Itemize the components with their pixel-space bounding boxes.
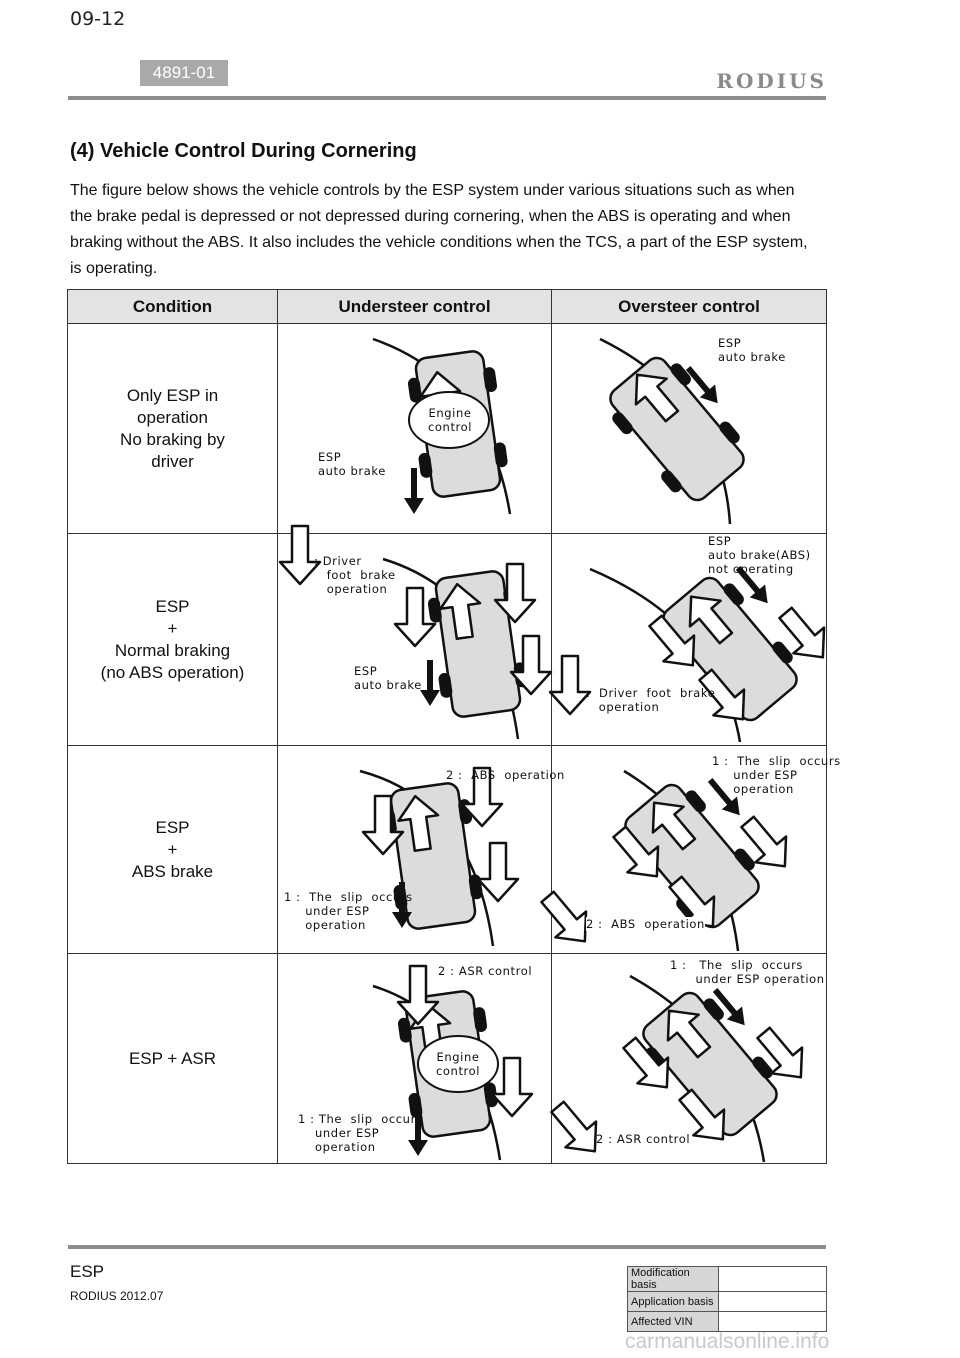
basis-row [628, 1292, 827, 1312]
oversteer-figure [552, 534, 827, 746]
brand-logo: RODIUS [716, 69, 827, 93]
header-oversteer: Oversteer control [552, 290, 827, 324]
esp-auto-brake-abs-label: ESP auto brake(ABS) not operating [708, 534, 811, 576]
basis-row [628, 1267, 827, 1292]
understeer-diagram [278, 324, 552, 533]
table-row [68, 746, 827, 954]
understeer-figure [278, 746, 565, 954]
engine-control-label: Engine control [436, 1050, 481, 1078]
footer-model: RODIUS 2012.07 [70, 1289, 164, 1303]
table-row [68, 954, 827, 1164]
basis-value [719, 1312, 827, 1332]
condition-cell: ESP + ASR [68, 954, 278, 1164]
footer-section-name: ESP [70, 1262, 105, 1281]
asr-control-label: 2 : ASR control [438, 964, 533, 978]
section-title: (4) Vehicle Control During Cornering [70, 140, 417, 162]
oversteer-figure [552, 324, 827, 534]
watermark: carmanualsonline.info [625, 1330, 830, 1353]
abs-operation-label: 2 : ABS operation [446, 768, 565, 782]
condition-cell: ESP + ABS brake [68, 746, 278, 954]
header-condition: Condition [68, 290, 278, 324]
page-number: 09-12 [70, 8, 126, 30]
revision-basis-table [627, 1266, 827, 1332]
header-divider [68, 96, 826, 100]
table-row [68, 534, 827, 746]
basis-key: Affected VIN [628, 1312, 719, 1332]
intro-paragraph: The figure below shows the vehicle controls by the ESP system under various situations such as when the brake pedal is depressed or not depressed during cornering, when the ABS is operating and when braking without the ABS. It also includes the vehicle conditions when the TCS, a part of the ESP system, is operating. [70, 182, 808, 277]
engine-control-label: Engine control [428, 406, 473, 434]
oversteer-figure [552, 746, 841, 954]
basis-value [719, 1267, 827, 1292]
esp-auto-brake-label: ESP auto brake [354, 664, 422, 692]
esp-auto-brake-label: ESP auto brake [318, 450, 386, 478]
section-code-badge: 4891-01 [140, 60, 228, 86]
basis-row [628, 1312, 827, 1332]
asr-control-label: 2 : ASR control [596, 1132, 691, 1146]
header-understeer: Understeer control [278, 290, 552, 324]
condition-cell: ESP + Normal braking (no ABS operation) [68, 534, 278, 746]
understeer-figure [278, 534, 552, 746]
condition-cell: Only ESP in operation No braking by driver [68, 324, 278, 534]
oversteer-figure [552, 954, 827, 1164]
abs-operation-label: 2 : ABS operation [586, 917, 705, 931]
footer-divider [68, 1245, 826, 1249]
basis-key: Modification basis [628, 1267, 719, 1292]
cornering-control-table [67, 289, 841, 1164]
understeer-figure [278, 954, 552, 1164]
slip-occurs-label: 1 : The slip occurs under ESP operation [670, 958, 825, 986]
slip-occurs-label: 1 : The slip occurs under ESP operation [284, 890, 413, 932]
driver-foot-brake-label: : Driver foot brake operation [586, 686, 716, 714]
slip-occurs-label: 1 : The slip occurs under ESP operation [298, 1112, 423, 1154]
table-row [68, 324, 827, 534]
basis-key: Application basis [628, 1292, 719, 1312]
driver-foot-brake-label: : Driver foot brake operation [314, 554, 396, 596]
table-header-row [68, 290, 827, 324]
understeer-figure [278, 324, 552, 534]
esp-auto-brake-label: ESP auto brake [718, 336, 786, 364]
basis-value [719, 1292, 827, 1312]
slip-occurs-label: 1 : The slip occurs under ESP operation [712, 754, 841, 796]
